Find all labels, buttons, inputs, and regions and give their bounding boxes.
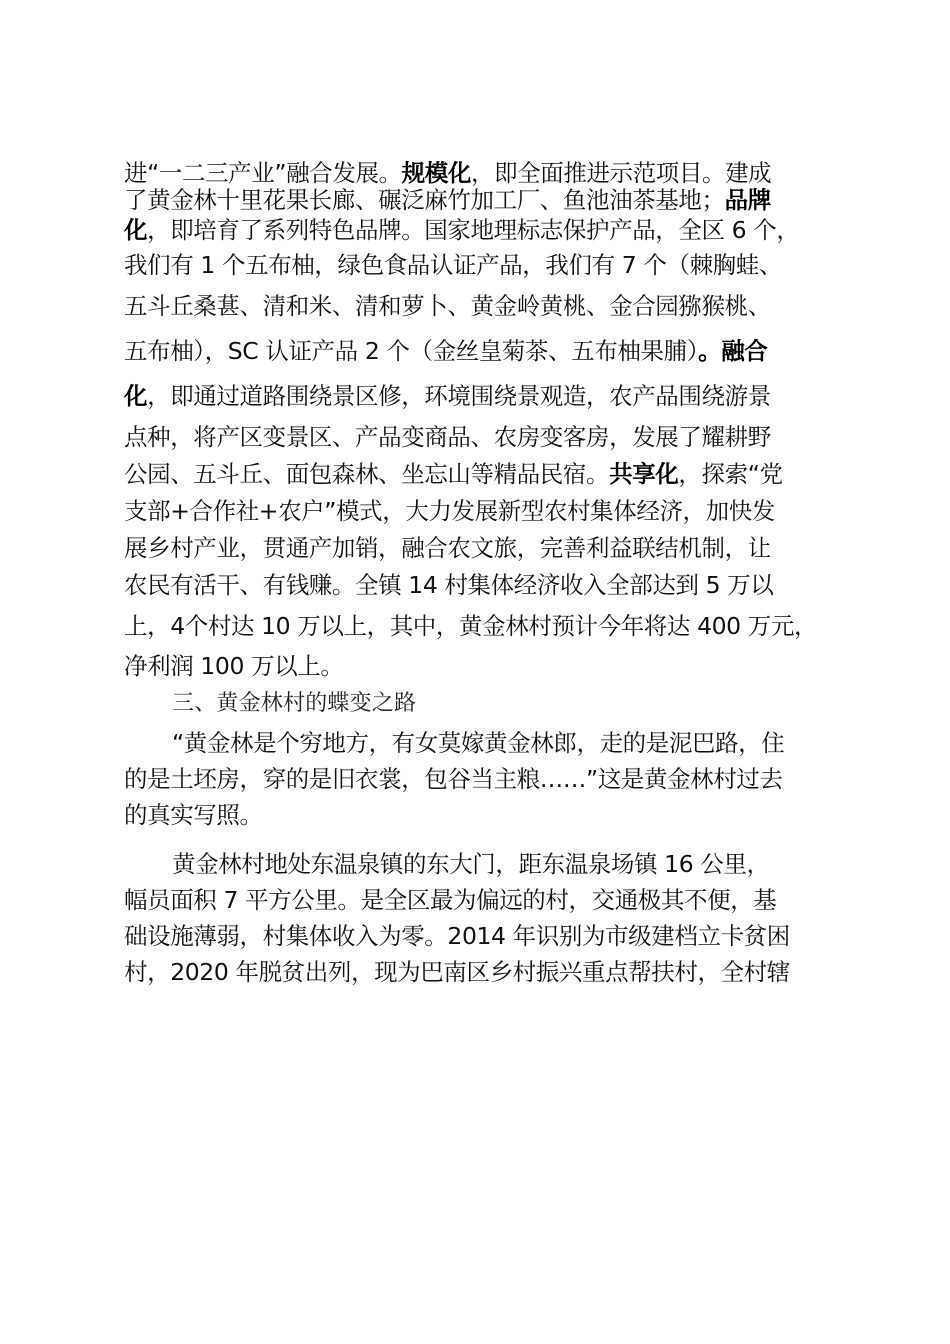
section-heading: 三、黄金林村的蝶变之路 <box>172 691 417 716</box>
paragraph-gap <box>124 833 851 846</box>
text-line: 上，4个村达 10 万以上，其中，黄金林村预计今年将达 400 万元， <box>124 612 818 640</box>
text-line: 净利润 100 万以上。 <box>124 652 344 680</box>
text-line: 我们有 1 个五布柚，绿色食品认证产品，我们有 7 个（棘胸蛙、 <box>124 251 782 279</box>
document-body <box>124 160 851 990</box>
text-line: 的是土坯房，穿的是旧衣裳，包谷当主粮……”这是黄金林村过去 <box>124 765 783 793</box>
text-line <box>124 160 851 187</box>
text-line <box>124 374 851 419</box>
bold-keyword: 化 <box>124 216 148 244</box>
text-line <box>124 456 851 493</box>
text-run: ，即全面推进示范项目。建成 <box>470 159 772 187</box>
text-line: 幅员面积 7 平方公里。是全区最为偏远的村，交通极其不便，基 <box>124 886 777 914</box>
text-line <box>124 187 851 214</box>
text-line: 五斗丘桑葚、清和米、清和萝卜、黄金岭黄桃、金合园猕猴桃、 <box>124 292 771 320</box>
text-line: 村，2020 年脱贫出列，现为巴南区乡村振兴重点帮扶村，全村辖 <box>124 958 790 986</box>
text-line: 支部+合作社+农户”模式，大力发展新型农村集体经济，加快发 <box>124 497 775 525</box>
paragraph-quote <box>124 725 851 833</box>
text-run: 了黄金林十里花果长廊、碾泛麻竹加工厂、鱼池油茶基地； <box>124 186 725 214</box>
bold-keyword: 化 <box>124 382 148 410</box>
text-line <box>124 214 851 247</box>
text-run: 进“一二三产业”融合发展。 <box>124 159 402 187</box>
text-line: “黄金林是个穷地方，有女莫嫁黄金林郎，走的是泥巴路，住 <box>172 729 785 757</box>
text-run: ，即通过道路围绕景区修，环境围绕景观造，农产品围绕游景 <box>147 382 771 410</box>
text-run: 公园、五斗丘、面包森林、坐忘山等精品民宿。 <box>124 460 610 488</box>
text-line: 黄金林村地处东温泉镇的东大门，距东温泉场镇 16 公里， <box>172 850 770 878</box>
bold-keyword: 。融合 <box>698 337 768 365</box>
text-line <box>124 329 851 374</box>
text-line: 的真实写照。 <box>124 801 263 829</box>
bold-keyword: 共享化 <box>609 460 679 488</box>
text-run: ，探索“党 <box>678 460 783 488</box>
text-line: 展乡村产业，贯通产加销，融合农文旅，完善利益联结机制，让 <box>124 534 771 562</box>
paragraph-village-intro <box>124 846 851 990</box>
text-line: 础设施薄弱，村集体收入为零。2014 年识别为市级建档立卡贫困 <box>124 922 790 950</box>
bold-keyword: 规模化 <box>401 159 471 187</box>
text-run: 五布柚），SC 认证产品 2 个（金丝皇菊茶、五布柚果脯） <box>124 337 699 365</box>
text-line: 点种，将产区变景区、产品变商品、农房变客房，发展了耀耕野 <box>124 423 771 451</box>
bold-keyword: 品牌 <box>724 186 771 214</box>
paragraph-integration <box>124 160 851 683</box>
text-run: ，即培育了系列特色品牌。国家地理标志保护产品，全区 6 个， <box>147 216 800 244</box>
text-line: 农民有活干、有钱赚。全镇 14 村集体经济收入全部达到 5 万以 <box>124 571 774 599</box>
